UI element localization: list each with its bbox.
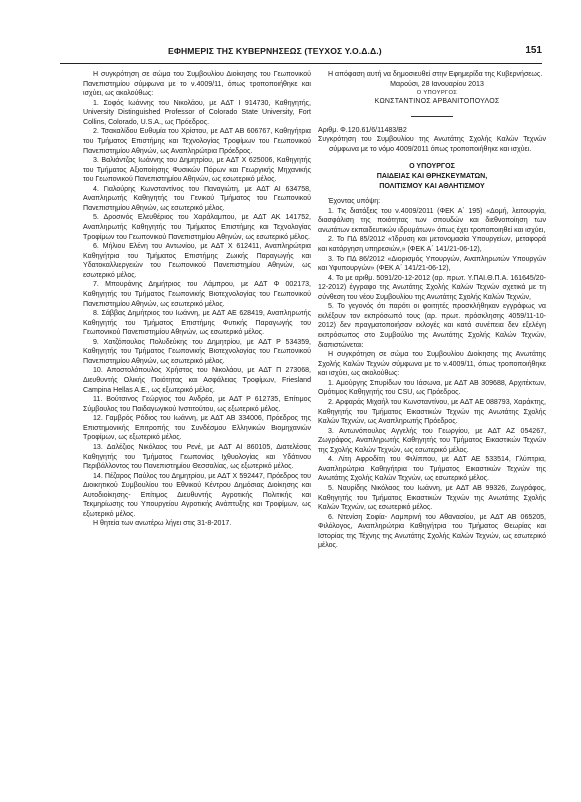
gazette-title: ΕΦΗΜΕΡΙΣ ΤΗΣ ΚΥΒΕΡΝΗΣΕΩΣ (ΤΕΥΧΟΣ Υ.Ο.Δ.Δ.)	[168, 46, 382, 56]
publication-note: Η απόφαση αυτή να δημοσιευθεί στην Εφημερίδα της Κυβερνήσεως.	[328, 71, 543, 78]
paragraph: 13. Δαλέζιος Νικόλαος του Ρενέ, με ΑΔΤ ΑΙ 860105, Διατελέσας Καθηγητής του Τμήματος Γεωπονίας Ιχθυολογίας και Υδάτινου Περιβάλλοντος του Πανεπιστημίου Θεσσαλίας, ως εξωτερικό μέλος.	[83, 443, 311, 471]
paragraph: 6. Ντενίση Σοφία- Λαμπρινή του Αθανασίου, με ΑΔΤ ΑΒ 065205, Φιλόλογος, Αναπληρώτρια Καθηγήτρια του Τμήματος Θεωρίας και Ιστορίας της Τέχνης της Ανωτάτης Σχολής Καλών Τεχνών, ως εσωτερικό μέλος.	[318, 513, 546, 550]
paragraph: 8. Σάββας Δημήτριος του Ιωάννη, με ΑΔΤ ΑΕ 628419, Αναπληρωτής Καθηγητής του Τμήματος Επιστήμης Φυτικής Παραγωγής του Γεωπονικού Πανεπιστημίου Αθηνών, ως εσωτερικό μέλος.	[83, 310, 311, 337]
signer-name: ΚΩΝΣΤΑΝΤΙΝΟΣ ΑΡΒΑΝΙΤΟΠΟΥΛΟΣ	[374, 98, 500, 106]
page-header	[60, 44, 542, 62]
decision-subject: Συγκρότηση του Συμβουλίου της Ανωτάτης Σχολής Καλών Τεχνών σύμφωνα με το νόμο 4009/2011 όπως τροποποιήθηκε και ισχύει.	[318, 136, 546, 153]
paragraph: 10. Αποστολόπουλος Χρήστος του Νικολάου, με ΑΔΤ Π 273068, Διευθυντής Ολικής Ποιότητας και Ασφάλειας Τροφίμων, Friesland Campina Hellas A.E., ως εξωτερικό μέλος.	[83, 367, 311, 394]
minister-heading	[318, 162, 546, 191]
paragraph: 3. Το ΠΔ 86/2012 «Διορισμός Υπουργών, Αναπληρωτών Υπουργών και Υφυπουργών» (ΦΕΚ Α΄ 141/21-06-12),	[318, 255, 546, 273]
paragraph: Έχοντας υπόψη:	[328, 198, 381, 206]
paragraph: 2. Τσακαλίδου Ευθυμία του Χρίστου, με ΑΔΤ ΑΒ 606767, Καθηγήτρια του Τμήματος Επιστήμης και Τεχνολογίας Τροφίμων του Γεωπονικού Πανεπιστημίου Αθηνών, ως Αναπληρώτρια Πρόεδρος.	[83, 128, 311, 155]
page-number: 151	[525, 45, 542, 56]
paragraph: Η συγκρότηση σε σώμα του Συμβουλίου Διοίκησης της Ανωτάτης Σχολής Καλών Τεχνών σύμφωνα με το ν.4009/11, όπως τροποποιήθηκε και ισχύει, ως ακολούθως:	[318, 351, 546, 378]
paragraph: 12. Γαμβρός Ρόδιος του Ιωάννη, με ΑΔΤ ΑΒ 334006, Πρόεδρος της Επιστημονικής Επιτροπής του Συνδέσμου Ελληνικών Βιομηχανιών Τροφίμων, ως εξωτερικό μέλος.	[83, 415, 311, 442]
minister-heading-line: ΠΟΛΙΤΙΣΜΟΥ ΚΑΙ ΑΘΛΗΤΙΣΜΟΥ	[379, 182, 485, 190]
paragraph: 1. Σοφός Ιωάννης του Νικολάου, με ΑΔΤ Ι 914730, Καθηγητής, University Distinguished Professor of Colorado State University, Fort Collins, Colorado, U.S.A., ως Πρόεδρος.	[83, 99, 311, 126]
paragraph: 3. Αντωνόπουλος Αγγελής του Γεωργίου, με ΑΔΤ ΑΖ 054267, Ζωγράφος, Αναπληρωτής Καθηγητής του Τμήματος Εικαστικών Τεχνών της Σχολής Καλών Τεχνών, ως εσωτερικό μέλος.	[318, 427, 546, 454]
signer-role: Ο ΥΠΟΥΡΓΟΣ	[416, 90, 458, 97]
right-column	[318, 70, 546, 551]
paragraph: Η συγκρότηση σε σώμα του Συμβουλίου Διοίκησης του Γεωπονικού Πανεπιστημίου σύμφωνα με το ν.4009/11, όπως τροποποιήθηκε και ισχύει, ως ακολούθως:	[83, 71, 311, 98]
paragraph: 6. Μήλιου Ελένη του Αντωνίου, με ΑΔΤ Χ 612411, Αναπληρώτρια Καθηγήτρια του Τμήματος Επιστήμης Ζωικής Παραγωγής και Υδατοκαλλιεργειών του Γεωπονικού Πανεπιστημίου Αθηνών, ως εσωτερικό μέλος.	[83, 243, 311, 279]
left-column	[83, 70, 311, 529]
paragraph: Η θητεία των ανωτέρω λήγει στις 31-8-2017.	[93, 520, 232, 528]
minister-heading-line: ΠΑΙΔΕΙΑΣ ΚΑΙ ΘΡΗΣΚΕΥΜΑΤΩΝ,	[376, 172, 488, 180]
paragraph: 11. Βούτσινος Γεώργιος του Ανδρέα, με ΑΔΤ Ρ 612735, Επίτιμος Σύμβουλος του Παιδαγωγικού Ινστιτούτου, ως εξωτερικό μέλος.	[83, 396, 311, 413]
place-date: Μαρούσι, 28 Ιανουαρίου 2013	[390, 80, 484, 88]
paragraph: 14. Πέζαρος Παύλος του Δημητρίου, με ΑΔΤ Χ 592447, Πρόεδρος του Διοικητικού Συμβουλίου του Εθνικού Κέντρου Δημόσιας Διοίκησης και Αυτοδιοίκησης- Επίτιμος Διευθυντής Αγροτικής Πολιτικής και Τεκμηρίωσης του Υπουργείου Αγροτικής Ανάπτυξης και Τροφίμων, ως εξωτερικό μέλος.	[83, 472, 311, 518]
paragraph: 5. Το γεγονός ότι παρότι οι φοιτητές προσκλήθηκαν εγγράφως να εκλέξουν τον εκπρόσωπό τους (αρ. πρωτ. πρόσκλησης 4059/11-10-2012) δεν πραγματοποιήσαν εκλογές και κατά συνέπεια δεν εξελέγη εκπρόσωπος στο Συμβούλιο της Ανωτάτης Σχολής Καλών Τεχνών, διαπιστώνεται:	[318, 303, 546, 349]
section-divider	[411, 116, 453, 117]
paragraph: 1. Τις διατάξεις του ν.4009/2011 (ΦΕΚ Α΄ 195) «Δομή, λειτουργία, διασφάλιση της ποιότητας των σπουδών και διεθνοποίηση των ανωτάτων εκπαιδευτικών ιδρυμάτων» όπως έχει τροποποιηθεί και ισχύει,	[318, 207, 546, 234]
paragraph: 5. Ναυρίδης Νικόλαος του Ιωάννη, με ΑΔΤ ΑΒ 99326, Ζωγράφος, Καθηγητής του Τμήματος Εικαστικών Τεχνών της Ανωτάτης Σχολής Καλών Τεχνών, ως εσωτερικό μέλος.	[318, 485, 546, 512]
paragraph: 4. Το με αριθμ. 5091/20-12-2012 (αρ. πρωτ. Υ.ΠΑΙ.Θ.Π.Α. 161645/20-12-2012) έγγραφο της Ανωτάτης Σχολής Καλών Τεχνών σχετικά με τη σύνθεση του νέου Συμβουλίου της Ανωτάτης Σχολής Καλών Τεχνών,	[318, 274, 546, 301]
paragraph: 4. Λίτη Αφροδίτη του Φιλίππου, με ΑΔΤ ΑΕ 533514, Γλύπτρια, Αναπληρώτρια Καθηγήτρια του Τμήματος Εικαστικών Τεχνών της Ανωτάτης Σχολής Καλών Τεχνών, ως εσωτερικό μέλος.	[318, 456, 546, 483]
header-divider	[60, 63, 542, 64]
paragraph: 7. Μπουράνης Δημήτριος του Λάμπρου, με ΑΔΤ Φ 002173, Καθηγητής του Τμήματος Γεωπονικής Βιοτεχνολογίας του Γεωπονικού Πανεπιστημίου Αθηνών, ως εσωτερικό μέλος.	[83, 281, 311, 308]
minister-heading-line: Ο ΥΠΟΥΡΓΟΣ	[409, 163, 455, 171]
paragraph: 5. Δροσινός Ελευθέριος του Χαράλαμπου, με ΑΔΤ ΑΚ 141752, Αναπληρωτής Καθηγητής του Τμήματος Επιστήμης και Τεχνολογίας Τροφίμων του Γεωπονικού Πανεπιστημίου Αθηνών, ως εσωτερικό μέλος.	[83, 214, 311, 241]
paragraph: 3. Βαλιάντζας Ιωάννης του Δημητρίου, με ΑΔΤ Χ 625006, Καθηγητής του Τμήματος Αξιοποίησης Φυσικών Πόρων και Γεωργικής Μηχανικής του Γεωπονικού Πανεπιστημίου Αθηνών, ως εσωτερικό μέλος.	[83, 157, 311, 184]
paragraph: 9. Χατζόπουλος Πολυδεύκης του Δημητρίου, με ΑΔΤ Ρ 534359, Καθηγητής του Τμήματος Γεωπονικής Βιοτεχνολογίας του Γεωπονικού Πανεπιστημίου Αθηνών, ως εσωτερικό μέλος.	[83, 338, 311, 365]
paragraph: 1. Αμούργης Σπυρίδων του Ιάσωνα, με ΑΔΤ ΑΒ 309688, Αρχιτέκτων, Ομότιμος Καθηγητής του CSU, ως Πρόεδρος.	[318, 379, 546, 397]
paragraph: 4. Γιαλούρης Κωνσταντίνος του Παναγιώτη, με ΑΔΤ ΑΙ 634758, Αναπληρωτής Καθηγητής του Γενικού Τμήματος του Γεωπονικού Πανεπιστημίου Αθηνών, ως εσωτερικό μέλος.	[83, 185, 311, 212]
paragraph: 2. Το ΠΔ 85/2012 «Ίδρυση και μετονομασία Υπουργείων, μεταφορά και κατάργηση υπηρεσιών,» (ΦΕΚ Α΄ 141/21-06-12),	[318, 236, 546, 253]
paragraph: 2. Αρφαράς Μιχαήλ του Κωνσταντίνου, με ΑΔΤ ΑΕ 088793, Χαράκτης, Καθηγητής του Τμήματος Εικαστικών Τεχνών της Ανωτάτης Σχολής Καλών Τεχνών, ως Αναπληρωτής Πρόεδρος.	[318, 398, 546, 426]
decision-number: Αριθμ. Φ.120.61/6/11483/Β2	[318, 126, 407, 134]
